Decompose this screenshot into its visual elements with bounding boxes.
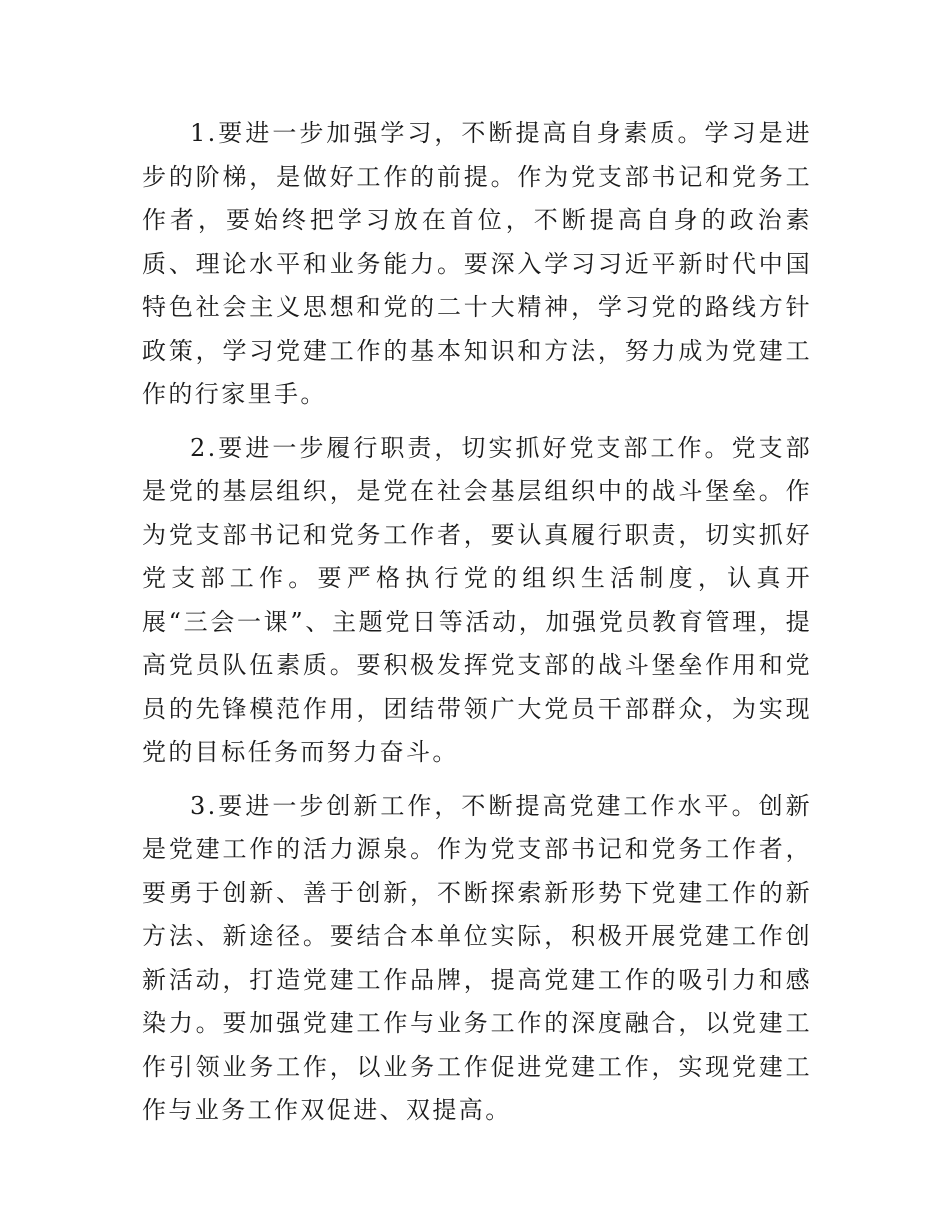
paragraph-2: 2.要进一步履行职责，切实抓好党支部工作。党支部是党的基层组织，是党在社会基层组织中的战斗堡垒。作为党支部书记和党务工作者，要认真履行职责，切实抓好党支部工作。要严格执行党的组织生活制度，认真开展“三会一课”、主题党日等活动，加强党员教育管理，提高党员队伍素质。要积极发挥党支部的战斗堡垒作用和党员的先锋模范作用，团结带领广大党员干部群众，为实现党的目标任务而努力奋斗。 — [142, 433, 812, 766]
document-body — [142, 112, 812, 1143]
paragraph-3: 3.要进一步创新工作，不断提高党建工作水平。创新是党建工作的活力源泉。作为党支部书记和党务工作者，要勇于创新、善于创新，不断探索新形势下党建工作的新方法、新途径。要结合本单位实际，积极开展党建工作创新活动，打造党建工作品牌，提高党建工作的吸引力和感染力。要加强党建工作与业务工作的深度融合，以党建工作引领业务工作，以业务工作促进党建工作，实现党建工作与业务工作双促进、双提高。 — [142, 791, 812, 1124]
paragraph-1: 1.要进一步加强学习，不断提高自身素质。学习是进步的阶梯，是做好工作的前提。作为党支部书记和党务工作者，要始终把学习放在首位，不断提高自身的政治素质、理论水平和业务能力。要深入学习习近平新时代中国特色社会主义思想和党的二十大精神，学习党的路线方针政策，学习党建工作的基本知识和方法，努力成为党建工作的行家里手。 — [142, 119, 812, 408]
